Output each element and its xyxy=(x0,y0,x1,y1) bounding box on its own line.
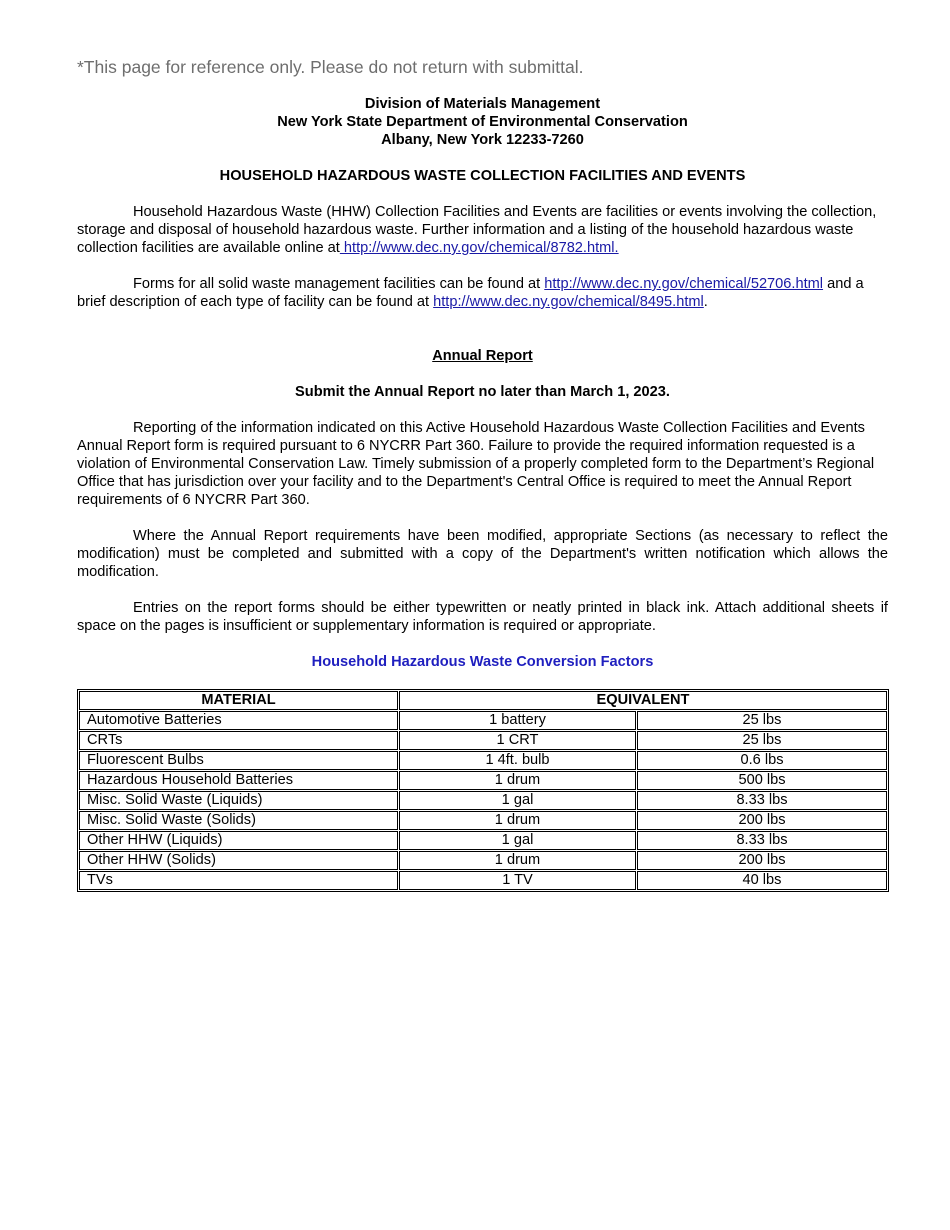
document-page xyxy=(77,56,888,892)
equivalent-cell: 25 lbs xyxy=(637,731,887,750)
facility-types-link[interactable]: http://www.dec.ny.gov/chemical/8495.html xyxy=(433,294,704,310)
division-name: Division of Materials Management xyxy=(364,96,601,112)
hhw-facilities-link[interactable]: http://www.dec.ny.gov/chemical/8782.html. xyxy=(339,240,619,256)
material-column-header: MATERIAL xyxy=(79,691,398,710)
equivalent-cell: 8.33 lbs xyxy=(637,791,887,810)
material-cell: Other HHW (Solids) xyxy=(79,851,398,870)
reference-note: *This page for reference only. Please do not return with submittal. xyxy=(77,57,584,77)
forms-text-middle: and a brief description of each type of facility can be found at xyxy=(77,276,864,310)
forms-link[interactable]: http://www.dec.ny.gov/chemical/52706.html xyxy=(544,276,824,292)
table-row xyxy=(79,731,887,750)
equivalent-cell: 40 lbs xyxy=(637,871,887,890)
agency-header xyxy=(77,95,888,149)
quantity-cell: 1 drum xyxy=(399,771,636,790)
material-cell: Misc. Solid Waste (Liquids) xyxy=(79,791,398,810)
modification-paragraph: Where the Annual Report requirements have been modified, appropriate Sections (as necessary to reflect the modification) must be completed and submitted with a copy of the Department's written notification which allows the modification. xyxy=(77,528,888,580)
forms-paragraph xyxy=(77,275,888,311)
submission-deadline: Submit the Annual Report no later than March 1, 2023. xyxy=(295,384,670,400)
quantity-cell: 1 drum xyxy=(399,811,636,830)
table-row xyxy=(79,771,887,790)
table-row xyxy=(79,871,887,890)
equivalent-cell: 0.6 lbs xyxy=(637,751,887,770)
forms-text-after: . xyxy=(703,294,708,310)
annual-report-title: Annual Report xyxy=(432,348,533,364)
department-name: New York State Department of Environmental Conservation xyxy=(277,114,688,130)
quantity-cell: 1 CRT xyxy=(399,731,636,750)
quantity-cell: 1 gal xyxy=(399,831,636,850)
entries-paragraph: Entries on the report forms should be either typewritten or neatly printed in black ink. Attach additional sheets if space on the pages is insufficient or supplementary information is required or appropriate. xyxy=(77,600,888,634)
conversion-factors-table xyxy=(77,689,889,892)
equivalent-cell: 200 lbs xyxy=(637,851,887,870)
main-title: HOUSEHOLD HAZARDOUS WASTE COLLECTION FACILITIES AND EVENTS xyxy=(219,168,746,184)
table-row xyxy=(79,751,887,770)
table-row xyxy=(79,791,887,810)
forms-text-before: Forms for all solid waste management facilities can be found at xyxy=(133,276,545,292)
quantity-cell: 1 gal xyxy=(399,791,636,810)
quantity-cell: 1 TV xyxy=(399,871,636,890)
equivalent-column-header: EQUIVALENT xyxy=(399,691,887,710)
material-cell: CRTs xyxy=(79,731,398,750)
quantity-cell: 1 4ft. bulb xyxy=(399,751,636,770)
table-row xyxy=(79,831,887,850)
intro-text: Household Hazardous Waste (HHW) Collection Facilities and Events are facilities or events involving the collection, storage and disposal of household hazardous waste. Further information and a listing of the household hazardous waste collection facilities are available online at xyxy=(77,204,877,256)
conversion-table-title: Household Hazardous Waste Conversion Factors xyxy=(311,654,654,670)
material-cell: Other HHW (Liquids) xyxy=(79,831,398,850)
table-row xyxy=(79,811,887,830)
material-cell: TVs xyxy=(79,871,398,890)
quantity-cell: 1 battery xyxy=(399,711,636,730)
equivalent-cell: 500 lbs xyxy=(637,771,887,790)
equivalent-cell: 25 lbs xyxy=(637,711,887,730)
material-cell: Fluorescent Bulbs xyxy=(79,751,398,770)
equivalent-cell: 8.33 lbs xyxy=(637,831,887,850)
table-row xyxy=(79,711,887,730)
quantity-cell: 1 drum xyxy=(399,851,636,870)
intro-paragraph xyxy=(77,203,888,257)
equivalent-cell: 200 lbs xyxy=(637,811,887,830)
table-row xyxy=(79,851,887,870)
material-cell: Hazardous Household Batteries xyxy=(79,771,398,790)
material-cell: Misc. Solid Waste (Solids) xyxy=(79,811,398,830)
material-cell: Automotive Batteries xyxy=(79,711,398,730)
reporting-paragraph: Reporting of the information indicated on this Active Household Hazardous Waste Collection Facilities and Events Annual Report form is required pursuant to 6 NYCRR Part 360. Failure to provide the required information requested is a violation of Environmental Conservation Law. Timely submission of a properly completed form to the Department’s Regional Office that has jurisdiction over your facility and to the Department's Central Office is required to meet the Annual Report requirements of 6 NYCRR Part 360. xyxy=(77,420,875,508)
table-header-row xyxy=(79,691,887,710)
department-address: Albany, New York 12233-7260 xyxy=(381,132,584,148)
